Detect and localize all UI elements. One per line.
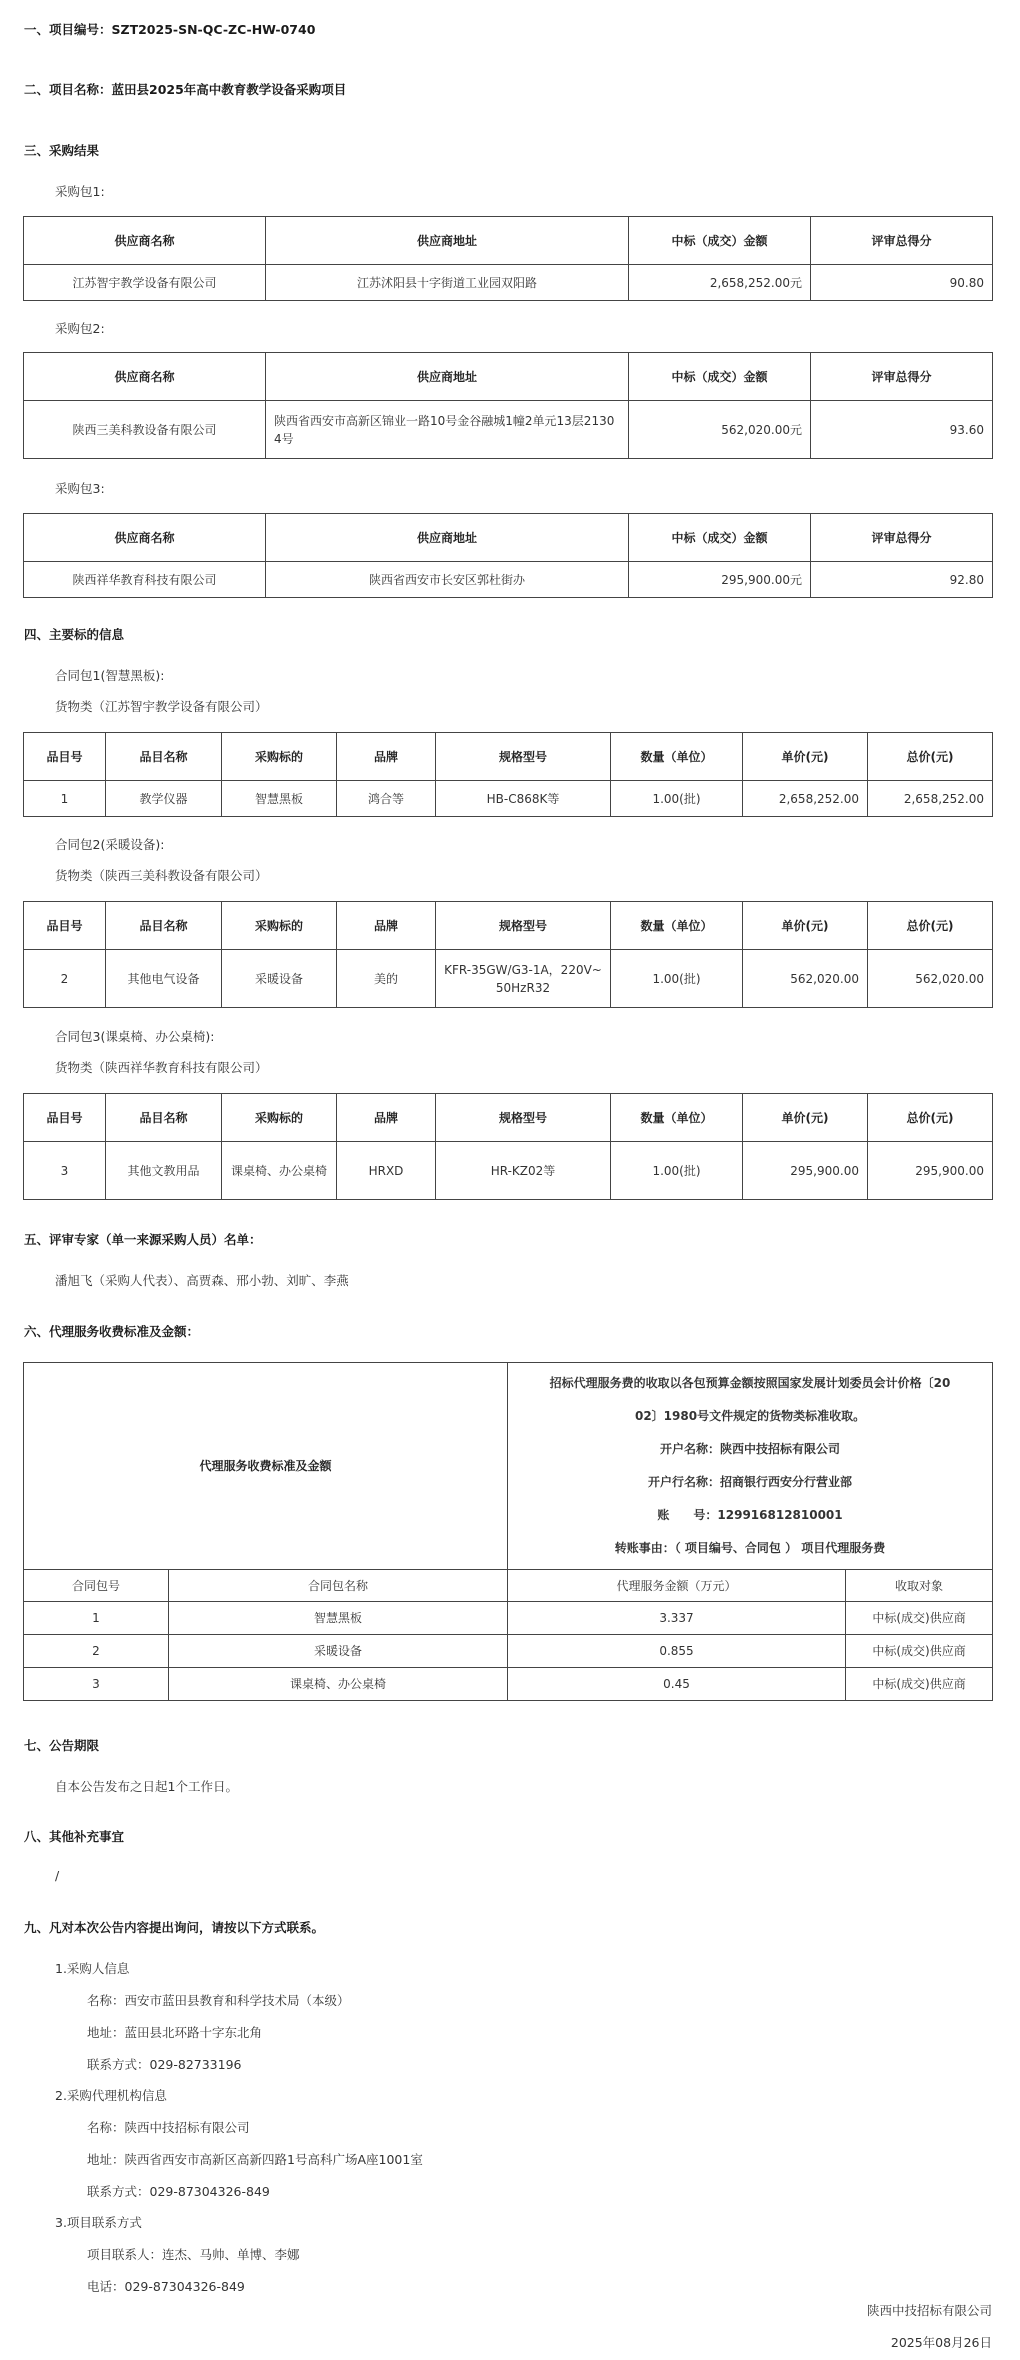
header-total-price: 总价(元) [868,902,993,950]
cell-brand: 美的 [337,950,436,1008]
cell-total-price: 295,900.00 [868,1142,993,1200]
header-item-no: 品目号 [24,902,106,950]
cell-total-score: 93.60 [811,401,993,459]
header-item-name: 品目名称 [106,902,222,950]
cell-quantity: 1.00(批) [611,1142,743,1200]
agency-address: 地址：陕西省西安市高新区高新四路1号高科广场A座1001室 [87,2152,423,2167]
header-total-score: 评审总得分 [811,353,993,401]
buyer-contact: 联系方式：029-82733196 [87,2057,242,2072]
buyer-info-title: 1.采购人信息 [55,1961,130,1976]
items-table-contract-2 [23,901,993,1008]
project-contact-title: 3.项目联系方式 [55,2215,142,2230]
cell-total-score: 90.80 [811,265,993,301]
cell-supplier-address: 江苏沭阳县十字街道工业园双阳路 [266,265,629,301]
section-title-main-items: 四、主要标的信息 [24,627,125,642]
fee-note-line: 开户名称：陕西中技招标有限公司 [660,1442,841,1456]
contract-category: 货物类（陕西三美科教设备有限公司） [55,868,268,883]
footer-organization: 陕西中技招标有限公司 [866,2303,992,2318]
cell-contract-name: 课桌椅、办公桌椅 [169,1668,508,1701]
agency-contact: 联系方式：029-87304326-849 [87,2184,270,2199]
items-table-contract-3 [23,1093,993,1200]
cell-contract-no: 1 [24,1602,169,1635]
header-spec: 规格型号 [436,1094,611,1142]
cell-award-amount: 562,020.00元 [629,401,811,459]
header-item-no: 品目号 [24,1094,106,1142]
fee-note-line: 02〕1980号文件规定的货物类标准收取。 [634,1409,866,1423]
contract-category: 货物类（陕西祥华教育科技有限公司） [55,1060,268,1075]
header-supplier-address: 供应商地址 [266,514,629,562]
cell-item-name: 教学仪器 [106,781,222,817]
header-total-score: 评审总得分 [811,514,993,562]
cell-supplier-address: 陕西省西安市高新区锦业一路10号金谷融城1幢2单元13层21304号 [266,401,629,459]
project-number-label: 一、项目编号： [24,22,112,37]
cell-target: 采暖设备 [222,950,337,1008]
cell-contract-no: 3 [24,1668,169,1701]
fee-note-line: 开户行名称：招商银行西安分行营业部 [648,1475,853,1489]
header-quantity: 数量（单位） [611,902,743,950]
cell-spec: KFR-35GW/G3-1A，220V~50HzR32 [436,950,611,1008]
results-table-package-2 [23,352,993,459]
cell-item-no: 1 [24,781,106,817]
package-label: 采购包3: [55,481,105,496]
cell-charged-party: 中标(成交)供应商 [846,1668,993,1701]
cell-supplier-name: 陕西祥华教育科技有限公司 [24,562,266,598]
header-spec: 规格型号 [436,902,611,950]
cell-unit-price: 562,020.00 [743,950,868,1008]
header-fee-amount: 代理服务金额（万元） [508,1570,846,1602]
buyer-address: 地址：蓝田县北环路十字东北角 [87,2025,263,2040]
cell-unit-price: 2,658,252.00 [743,781,868,817]
cell-spec: HB-C868K等 [436,781,611,817]
header-contract-name: 合同包名称 [169,1570,508,1602]
header-brand: 品牌 [337,1094,436,1142]
cell-spec: HR-KZ02等 [436,1142,611,1200]
contract-category: 货物类（江苏智宇教学设备有限公司） [55,699,268,714]
header-supplier-address: 供应商地址 [266,353,629,401]
header-award-amount: 中标（成交）金额 [629,353,811,401]
project-name-label: 二、项目名称： [24,82,112,97]
cell-brand: HRXD [337,1142,436,1200]
package-label: 采购包1: [55,184,105,199]
header-unit-price: 单价(元) [743,1094,868,1142]
header-charged-party: 收取对象 [846,1570,993,1602]
header-quantity: 数量（单位） [611,733,743,781]
header-spec: 规格型号 [436,733,611,781]
fee-standard-label: 代理服务收费标准及金额 [24,1363,508,1570]
header-total-price: 总价(元) [868,1094,993,1142]
buyer-name: 名称：西安市蓝田县教育和科学技术局（本级） [87,1993,350,2008]
cell-supplier-name: 陕西三美科教设备有限公司 [24,401,266,459]
section-title-agency-fee: 六、代理服务收费标准及金额： [24,1324,200,1339]
contract-label: 合同包3(课桌椅、办公桌椅): [55,1029,215,1044]
header-item-name: 品目名称 [106,1094,222,1142]
contract-label: 合同包1(智慧黑板): [55,668,165,683]
header-supplier-name: 供应商名称 [24,353,266,401]
cell-item-name: 其他电气设备 [106,950,222,1008]
cell-total-price: 2,658,252.00 [868,781,993,817]
cell-charged-party: 中标(成交)供应商 [846,1602,993,1635]
header-target: 采购标的 [222,902,337,950]
project-name-value: 蓝田县2025年高中教育教学设备采购项目 [111,82,347,97]
fee-note-line: 转账事由：（ 项目编号、合同包 ） 项目代理服务费 [614,1541,886,1555]
cell-contract-no: 2 [24,1635,169,1668]
project-number-value: SZT2025-SN-QC-ZC-HW-0740 [111,22,316,37]
cell-item-no: 3 [24,1142,106,1200]
project-number [24,20,315,38]
header-award-amount: 中标（成交）金额 [629,514,811,562]
cell-fee-amount: 0.855 [508,1635,846,1668]
header-award-amount: 中标（成交）金额 [629,217,811,265]
cell-total-score: 92.80 [811,562,993,598]
section-title-other: 八、其他补充事宜 [24,1829,125,1844]
header-unit-price: 单价(元) [743,902,868,950]
cell-item-name: 其他文教用品 [106,1142,222,1200]
fee-standard-note [508,1363,993,1570]
section-title-results: 三、采购结果 [24,143,100,158]
cell-unit-price: 295,900.00 [743,1142,868,1200]
cell-supplier-name: 江苏智宇教学设备有限公司 [24,265,266,301]
agency-fee-table [23,1362,993,1701]
header-target: 采购标的 [222,1094,337,1142]
cell-fee-amount: 0.45 [508,1668,846,1701]
agency-name: 名称：陕西中技招标有限公司 [87,2120,250,2135]
cell-quantity: 1.00(批) [611,950,743,1008]
fee-note-line: 招标代理服务费的收取以各包预算金额按照国家发展计划委员会计价格〔20 [549,1376,951,1390]
project-name [24,80,346,98]
header-supplier-name: 供应商名称 [24,514,266,562]
items-table-contract-1 [23,732,993,817]
cell-item-no: 2 [24,950,106,1008]
cell-supplier-address: 陕西省西安市长安区郭杜街办 [266,562,629,598]
project-contact-phone: 电话：029-87304326-849 [87,2279,245,2294]
section-title-contact: 九、凡对本次公告内容提出询问，请按以下方式联系。 [24,1920,325,1935]
header-total-price: 总价(元) [868,733,993,781]
header-supplier-address: 供应商地址 [266,217,629,265]
header-supplier-name: 供应商名称 [24,217,266,265]
header-total-score: 评审总得分 [811,217,993,265]
cell-fee-amount: 3.337 [508,1602,846,1635]
header-item-name: 品目名称 [106,733,222,781]
cell-target: 课桌椅、办公桌椅 [222,1142,337,1200]
results-table-package-1 [23,216,993,301]
other-text: / [55,1868,60,1883]
header-unit-price: 单价(元) [743,733,868,781]
period-text: 自本公告发布之日起1个工作日。 [55,1779,238,1794]
header-target: 采购标的 [222,733,337,781]
fee-note-line: 账 号：129916812810001 [657,1508,843,1522]
cell-award-amount: 2,658,252.00元 [629,265,811,301]
section-title-experts: 五、评审专家（单一来源采购人员）名单： [24,1232,262,1247]
header-contract-no: 合同包号 [24,1570,169,1602]
results-table-package-3 [23,513,993,598]
cell-award-amount: 295,900.00元 [629,562,811,598]
header-brand: 品牌 [337,902,436,950]
header-item-no: 品目号 [24,733,106,781]
project-contact-people: 项目联系人：连杰、马帅、单博、李娜 [87,2247,300,2262]
section-title-period: 七、公告期限 [24,1738,100,1753]
cell-total-price: 562,020.00 [868,950,993,1008]
agency-info-title: 2.采购代理机构信息 [55,2088,167,2103]
header-brand: 品牌 [337,733,436,781]
contract-label: 合同包2(采暖设备): [55,837,165,852]
cell-contract-name: 采暖设备 [169,1635,508,1668]
expert-names: 潘旭飞（采购人代表）、高贾森、邢小勃、刘旷、李燕 [55,1273,349,1288]
cell-contract-name: 智慧黑板 [169,1602,508,1635]
cell-brand: 鸿合等 [337,781,436,817]
header-quantity: 数量（单位） [611,1094,743,1142]
footer-date: 2025年08月26日 [890,2335,992,2350]
cell-charged-party: 中标(成交)供应商 [846,1635,993,1668]
cell-quantity: 1.00(批) [611,781,743,817]
package-label: 采购包2: [55,321,105,336]
cell-target: 智慧黑板 [222,781,337,817]
